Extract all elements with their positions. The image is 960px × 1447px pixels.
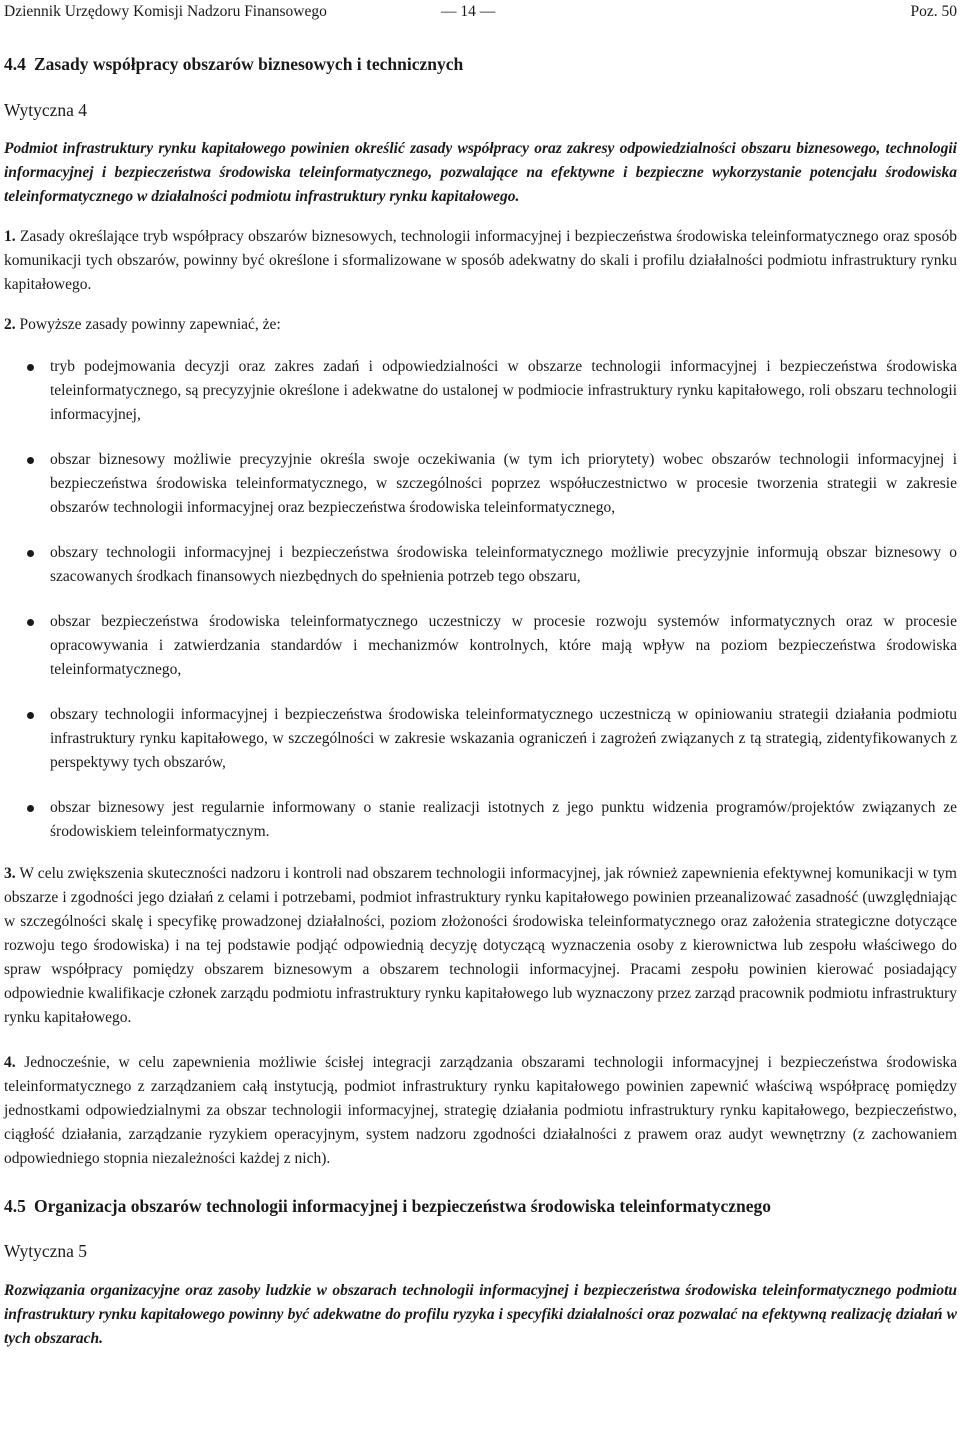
bullet-dot-icon bbox=[27, 364, 34, 371]
bullet-item bbox=[4, 796, 957, 844]
paragraph-text: Jednocześnie, w celu zapewnienia możliwie ścisłej integracji zarządzania obszarami technologii informacyjnej i bezpieczeństwa środowiska teleinformatycznego z zarządzaniem całą instytucją, podmiot infrastruktury rynku kapitałowego powinien zapewnić właściwą współpracę pomiędzy jednostkami odpowiedzialnymi za obszar technologii informacyjnej, strategię działania podmiotu infrastruktury rynku kapitałowego, bezpieczeństwo, ciągłość działania, zarządzanie ryzykiem operacyjnym, system nadzoru zgodności działalności z prawem oraz audyt wewnętrzny (z zachowaniem odpowiedniego stopnia niezależności każdej z nich). bbox=[4, 1054, 957, 1167]
bullet-item bbox=[4, 448, 957, 520]
bullet-text: tryb podejmowania decyzji oraz zakres zadań i odpowiedzialności w obszarze technologii informacyjnej i bezpieczeństwa środowiska teleinformatycznego, są precyzyjnie określone i adekwatne do ustalonej w podmiocie infrastruktury rynku kapitałowego, roli obszaru technologii informacyjnej, bbox=[50, 358, 957, 423]
bullet-item bbox=[4, 355, 957, 427]
bullet-dot-icon bbox=[27, 457, 34, 464]
journal-title: Dziennik Urzędowy Komisji Nadzoru Finansowego bbox=[4, 3, 327, 20]
bullet-item bbox=[4, 703, 957, 775]
bullet-item bbox=[4, 541, 957, 589]
bullet-dot-icon bbox=[27, 805, 34, 812]
section-title: Organizacja obszarów technologii informacyjnej i bezpieczeństwa środowiska teleinformatycznego bbox=[34, 1196, 771, 1216]
paragraph-number: 4. bbox=[4, 1054, 16, 1071]
page-content bbox=[4, 52, 957, 1351]
position-number: Poz. 50 bbox=[910, 3, 957, 20]
guideline-4-text: Podmiot infrastruktury rynku kapitałowego powinien określić zasady współpracy oraz zakresy odpowiedzialności obszaru biznesowego, technologii informacyjnej i bezpieczeństwa środowiska teleinformatycznego, pozwalające na efektywne i bezpieczne wykorzystanie potencjału środowiska teleinformatycznego w działalności podmiotu infrastruktury rynku kapitałowego. bbox=[4, 140, 957, 205]
section-title: Zasady współpracy obszarów biznesowych i technicznych bbox=[34, 54, 464, 74]
paragraph-number: 2. bbox=[4, 316, 16, 333]
section-number: 4.4 bbox=[4, 54, 26, 74]
section-heading-4-4 bbox=[4, 52, 957, 76]
page-header bbox=[4, 0, 957, 24]
bullet-dot-icon bbox=[27, 712, 34, 719]
bullet-text: obszar biznesowy możliwie precyzyjnie określa swoje oczekiwania (w tym ich priorytety) wobec obszarów technologii informacyjnej i bezpieczeństwa środowiska teleinformatycznego, w szczególności poprzez współuczestnictwo w procesie tworzenia strategii w zakresie obszarów technologii informacyjnej oraz bezpieczeństwa środowiska teleinformatycznego, bbox=[50, 451, 957, 516]
paragraph-3 bbox=[4, 862, 957, 1030]
page-number: — 14 — bbox=[441, 3, 496, 20]
paragraph-text: Zasady określające tryb współpracy obszarów biznesowych, technologii informacyjnej i bezpieczeństwa środowiska teleinformatycznego oraz sposób komunikacji tych obszarów, powinny być określone i sformalizowane w sposób adekwatny do skali i profilu działalności podmiotu infrastruktury rynku kapitałowego. bbox=[4, 228, 957, 293]
bullet-dot-icon bbox=[27, 619, 34, 626]
paragraph-number: 3. bbox=[4, 865, 16, 882]
guideline-5-text: Rozwiązania organizacyjne oraz zasoby ludzkie w obszarach technologii informacyjnej i bezpieczeństwa środowiska teleinformatycznego podmiotu infrastruktury rynku kapitałowego powinny być adekwatne do profilu ryzyka i specyfiki działalności oraz pozwalać na efektywną realizację działań w tych obszarach. bbox=[4, 1282, 957, 1347]
paragraph-4 bbox=[4, 1051, 957, 1171]
section-number: 4.5 bbox=[4, 1196, 26, 1216]
paragraph-text: Powyższe zasady powinny zapewniać, że: bbox=[19, 316, 281, 333]
bullet-item bbox=[4, 610, 957, 682]
paragraph-number: 1. bbox=[4, 228, 16, 245]
paragraph-1 bbox=[4, 225, 957, 297]
bullet-dot-icon bbox=[27, 550, 34, 557]
guideline-4-title: Wytyczna 4 bbox=[4, 100, 88, 120]
bullet-text: obszary technologii informacyjnej i bezpieczeństwa środowiska teleinformatycznego możliwie precyzyjnie informują obszar biznesowy o szacowanych środkach finansowych niezbędnych do spełnienia potrzeb tego obszaru, bbox=[50, 544, 957, 585]
paragraph-2 bbox=[4, 313, 957, 337]
bullet-text: obszary technologii informacyjnej i bezpieczeństwa środowiska teleinformatycznego uczestniczą w opiniowaniu strategii działania podmiotu infrastruktury rynku kapitałowego, w szczególności w zakresie wskazania ograniczeń i zagrożeń związanych z tą strategią, zidentyfikowanych z perspektywy tych obszarów, bbox=[50, 706, 957, 771]
bullet-text: obszar biznesowy jest regularnie informowany o stanie realizacji istotnych z jego punktu widzenia programów/projektów związanych ze środowiskiem teleinformatycznym. bbox=[50, 799, 957, 840]
section-heading-4-5 bbox=[4, 1194, 957, 1218]
paragraph-text: W celu zwiększenia skuteczności nadzoru i kontroli nad obszarem technologii informacyjnej, jak również zapewnienia efektywnej komunikacji w tym obszarze i zgodności jego działań z celami i potrzebami, podmiot infrastruktury rynku kapitałowego powinien przeanalizować zasadność (uwzględniając w szczególności skalę i specyfikę prowadzonej działalności, poziom złożoności środowiska teleinformatycznego oraz założenia strategiczne dotyczące rozwoju tego środowiska) i na tej podstawie podjąć odpowiednią decyzję dotyczącą wyznaczenia osoby z kierownictwa lub zespołu właściwego do spraw współpracy pomiędzy obszarem biznesowym a obszarem technologii informacyjnej. Pracami zespołu powinien kierować posiadający odpowiednie kwalifikacje członek zarządu podmiotu infrastruktury rynku kapitałowego lub wyznaczony przez zarząd pracownik podmiotu infrastruktury rynku kapitałowego. bbox=[4, 865, 957, 1026]
bullet-text: obszar bezpieczeństwa środowiska teleinformatycznego uczestniczy w procesie rozwoju systemów informatycznych oraz w procesie opracowywania i zatwierdzania standardów i mechanizmów kontrolnych, które mają wpływ na poziom bezpieczeństwa środowiska teleinformatycznego, bbox=[50, 613, 957, 678]
guideline-5-title: Wytyczna 5 bbox=[4, 1241, 88, 1261]
